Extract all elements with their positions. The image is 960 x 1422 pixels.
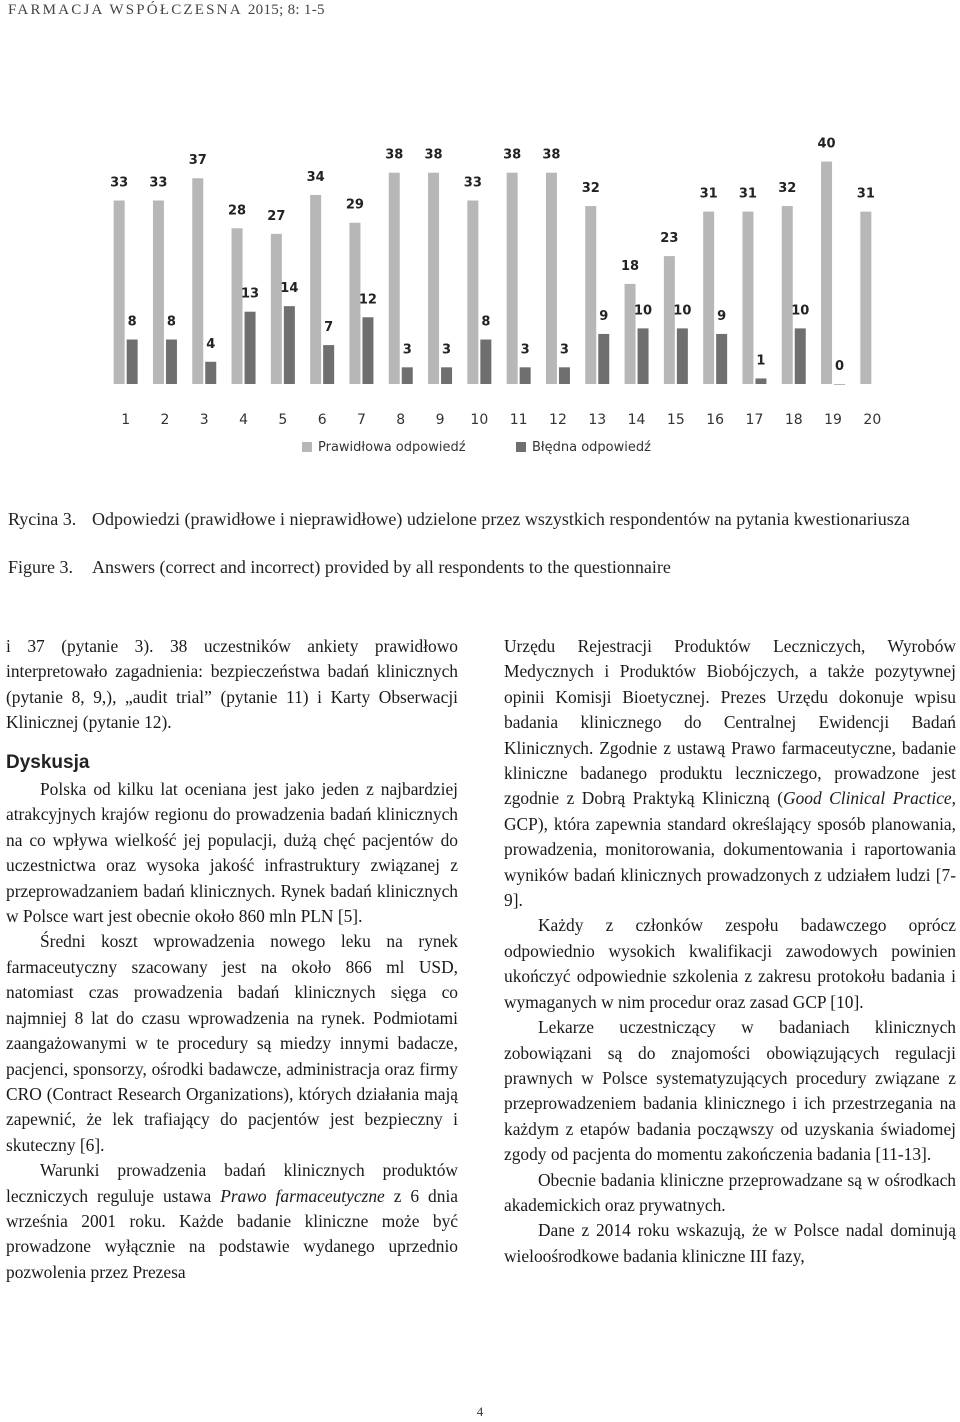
data-label-correct: 33 bbox=[110, 175, 129, 191]
bar-correct bbox=[389, 173, 400, 384]
legend-label-incorrect: Błędna odpowiedź bbox=[532, 440, 651, 455]
bar-incorrect bbox=[402, 367, 413, 384]
data-label-incorrect: 1 bbox=[756, 353, 766, 369]
data-label-incorrect: 10 bbox=[791, 303, 810, 319]
bar-incorrect bbox=[795, 328, 806, 384]
emphasis-gcp: Good Clinical Practice bbox=[783, 788, 952, 809]
running-head bbox=[8, 2, 325, 19]
data-label-incorrect: 3 bbox=[442, 342, 452, 358]
emphasis-law-title: Prawo farmaceutyczne bbox=[220, 1185, 385, 1206]
bar-incorrect bbox=[638, 328, 649, 384]
x-tick-label: 12 bbox=[549, 412, 567, 428]
right-paragraph-4: Obecnie badania kliniczne przeprowadzane są w ośrodkach akademickich oraz prywatnych. bbox=[504, 1169, 956, 1215]
bar-incorrect bbox=[520, 367, 531, 384]
data-label-correct: 38 bbox=[503, 147, 522, 163]
x-tick-label: 17 bbox=[745, 412, 764, 428]
bar-correct bbox=[860, 212, 871, 384]
data-label-correct: 29 bbox=[345, 197, 364, 213]
bar-correct bbox=[428, 173, 439, 384]
page-number: 4 bbox=[476, 1404, 484, 1419]
bar-incorrect bbox=[834, 384, 845, 385]
bar-correct bbox=[703, 212, 714, 384]
bar-incorrect bbox=[755, 378, 766, 384]
x-tick-label: 14 bbox=[627, 412, 646, 428]
data-label-correct: 38 bbox=[424, 147, 443, 163]
bar-correct bbox=[664, 256, 675, 384]
bar-incorrect bbox=[205, 362, 216, 384]
caption-polish-label: Rycina 3. bbox=[8, 509, 77, 529]
x-tick-label: 10 bbox=[470, 412, 489, 428]
data-label-incorrect: 9 bbox=[717, 308, 727, 324]
data-label-correct: 32 bbox=[778, 181, 797, 197]
bar-correct bbox=[742, 212, 753, 384]
x-tick-label: 16 bbox=[706, 412, 725, 428]
data-label-correct: 18 bbox=[621, 258, 640, 274]
discussion-paragraph-2: Średni koszt wprowadzenia nowego leku na rynek farmaceutyczny szacowany jest na około 866 ml USD, natomiast czas prowadzenia badań klinicznych sięga co najmniej 8 lat do czasu wprowadzenia na rynek. Podmiotami zaangażowanymi w te procedury są miedzy innymi badacze, pacjenci, sponsorzy, ośrodki badawcze, administracja oraz firmy CRO (Contract Research Organizations), których działania mają zapewnić, że lek trafiający do pacjentów jest bezpieczny i skuteczny [6]. bbox=[6, 931, 458, 1155]
x-tick-label: 20 bbox=[863, 412, 882, 428]
right-column bbox=[504, 634, 956, 1269]
bar-correct bbox=[507, 173, 518, 384]
bar-correct bbox=[625, 284, 636, 384]
data-label-incorrect: 8 bbox=[127, 314, 137, 330]
data-label-incorrect: 7 bbox=[324, 320, 334, 336]
data-label-incorrect: 8 bbox=[481, 314, 491, 330]
right-paragraph-3: Lekarze uczestniczący w badaniach klinicznych zobowiązani są do znajomości obowiązujących regulacji prawnych w Polsce systematyzujących procedury związane z przeprowadzeniem badania klinicznego i ich przestrzegania na każdym z etapów badania począwszy od uzyskania świadomej zgody od pacjenta do momentu zakończenia badania [11-13]. bbox=[504, 1017, 956, 1165]
bar-correct bbox=[310, 195, 321, 384]
data-label-correct: 27 bbox=[267, 208, 286, 224]
data-label-correct: 38 bbox=[542, 147, 561, 163]
text-run: , GCP), która zapewnia standard określający sposób planowania, prowadzenia, monitorowania, dokumentowania i raportowania wyników badań klinicznych prowadzonych z udziałem ludzi [7-9]. bbox=[504, 788, 956, 911]
bar-chart bbox=[100, 86, 908, 478]
bar-incorrect bbox=[716, 334, 727, 384]
data-label-correct: 28 bbox=[228, 203, 247, 219]
data-label-correct: 32 bbox=[581, 181, 600, 197]
x-tick-label: 19 bbox=[824, 412, 842, 428]
bar-correct bbox=[467, 200, 478, 384]
bar-correct bbox=[585, 206, 596, 384]
x-tick-label: 5 bbox=[278, 412, 288, 428]
bar-correct bbox=[232, 228, 243, 384]
bar-incorrect bbox=[559, 367, 570, 384]
issue-info: 2015; 8: 1-5 bbox=[247, 2, 325, 18]
data-label-incorrect: 0 bbox=[835, 359, 845, 374]
data-label-correct: 33 bbox=[463, 175, 482, 191]
caption-english-text: Answers (correct and incorrect) provided by all respondents to the questionnaire bbox=[92, 557, 671, 577]
left-column bbox=[6, 634, 458, 1285]
text-run: Urzędu Rejestracji Produktów Leczniczych, Wyrobów Medycznych i Produktów Biobójczych, a także pozytywnej opinii Komisji Bioetycznej. Prezes Urzędu dokonuje wpisu badania klinicznego do Centralnej Ewidencji Badań Klinicznych. Zgodnie z ustawą Prawo farmaceutyczne, badanie kliniczne badanego produktu leczniczego, prowadzone jest zgodnie z Dobrą Praktyką Kliniczną ( bbox=[504, 636, 956, 809]
x-tick-label: 3 bbox=[199, 412, 209, 428]
data-label-incorrect: 12 bbox=[358, 292, 377, 308]
data-label-incorrect: 10 bbox=[634, 303, 653, 319]
bar-incorrect bbox=[362, 317, 373, 384]
bar-incorrect bbox=[677, 328, 688, 384]
data-label-incorrect: 13 bbox=[241, 286, 260, 302]
data-label-correct: 31 bbox=[856, 186, 875, 202]
caption-english-label: Figure 3. bbox=[8, 557, 73, 577]
caption-english bbox=[8, 556, 912, 578]
bar-incorrect bbox=[127, 340, 138, 384]
x-tick-label: 11 bbox=[509, 412, 528, 428]
x-tick-label: 6 bbox=[317, 412, 327, 428]
caption-polish bbox=[8, 508, 912, 530]
bar-incorrect bbox=[284, 306, 295, 384]
legend-label-correct: Prawidłowa odpowiedź bbox=[318, 440, 466, 455]
x-tick-label: 2 bbox=[160, 412, 170, 428]
bar-correct bbox=[192, 178, 203, 384]
data-label-correct: 33 bbox=[149, 175, 168, 191]
bar-correct bbox=[114, 200, 125, 384]
legend-swatch-correct bbox=[302, 442, 312, 452]
bar-incorrect bbox=[598, 334, 609, 384]
data-label-correct: 23 bbox=[660, 231, 679, 247]
bar-correct bbox=[782, 206, 793, 384]
discussion-paragraph-1: Polska od kilku lat oceniana jest jako jeden z najbardziej atrakcyjnych krajów regionu do prowadzenia badań klinicznych na co wpływa wielkość jej populacji, dużą chęć pacjentów do uczestnictwa oraz wysoka jakość infrastruktury związanej z przeprowadzaniem badań klinicznych. Rynek badań klinicznych w Polsce wart jest obecnie około 860 mln PLN [5]. bbox=[6, 779, 458, 927]
x-tick-label: 13 bbox=[588, 412, 607, 428]
legend-swatch-incorrect bbox=[516, 442, 526, 452]
right-paragraph-5: Dane z 2014 roku wskazują, że w Polsce nadal dominują wieloośrodkowe badania kliniczne III fazy, bbox=[504, 1220, 956, 1266]
bar-incorrect bbox=[323, 345, 334, 384]
section-heading-discussion: Dyskusja bbox=[6, 751, 90, 773]
bar-incorrect bbox=[441, 367, 452, 384]
data-label-correct: 31 bbox=[738, 186, 757, 202]
text-run: Warunki prowadzenia badań klinicznych produktów leczniczych reguluje ustawa bbox=[6, 1160, 458, 1206]
x-tick-label: 7 bbox=[356, 412, 366, 428]
bar-incorrect bbox=[480, 340, 491, 384]
data-label-incorrect: 8 bbox=[166, 314, 176, 330]
data-label-correct: 37 bbox=[188, 153, 207, 169]
x-tick-label: 4 bbox=[239, 412, 249, 428]
data-label-incorrect: 3 bbox=[520, 342, 530, 358]
bar-correct bbox=[821, 162, 832, 384]
bar-correct bbox=[271, 234, 282, 384]
bar-correct bbox=[153, 200, 164, 384]
data-label-incorrect: 3 bbox=[402, 342, 412, 358]
data-label-incorrect: 10 bbox=[673, 303, 692, 319]
data-label-correct: 40 bbox=[817, 136, 836, 152]
bar-correct bbox=[546, 173, 557, 384]
data-label-incorrect: 4 bbox=[206, 336, 216, 352]
bar-incorrect bbox=[245, 312, 256, 384]
x-tick-label: 15 bbox=[666, 412, 685, 428]
data-label-incorrect: 9 bbox=[599, 308, 609, 324]
right-paragraph-1 bbox=[504, 634, 956, 913]
x-tick-label: 18 bbox=[784, 412, 803, 428]
x-tick-label: 8 bbox=[396, 412, 406, 428]
data-label-incorrect: 14 bbox=[280, 281, 299, 297]
data-label-correct: 34 bbox=[306, 169, 325, 185]
journal-name: FARMACJA WSPÓŁCZESNA bbox=[8, 2, 242, 18]
data-label-correct: 38 bbox=[385, 147, 404, 163]
chart-svg bbox=[100, 86, 908, 478]
bar-incorrect bbox=[166, 340, 177, 384]
data-label-incorrect: 3 bbox=[559, 342, 569, 358]
text-run: z 6 dnia września 2001 roku. Każde badanie kliniczne może być prowadzone wyłącznie na podstawie wydanego uprzednio pozwolenia przez Prezesa bbox=[6, 1185, 458, 1282]
results-paragraph: i 37 (pytanie 3). 38 uczestników ankiety prawidłowo interpretowało zagadnienia: bezpieczeństwa badań klinicznych (pytanie 8, 9,), „audit trial” (pytanie 11) i Karty Obserwacji Klinicznej (pytanie 12). bbox=[6, 636, 458, 733]
x-tick-label: 9 bbox=[435, 412, 445, 428]
discussion-paragraph-3 bbox=[6, 1158, 458, 1285]
data-label-correct: 31 bbox=[699, 186, 718, 202]
right-paragraph-2: Każdy z członków zespołu badawczego oprócz odpowiednio wysokich kwalifikacji zawodowych powinien ukończyć odpowiednie szkolenia z zakresu protokołu badania i wymaganych w nim procedur oraz zasad GCP [10]. bbox=[504, 915, 956, 1012]
x-tick-label: 1 bbox=[121, 412, 131, 428]
caption-polish-text: Odpowiedzi (prawidłowe i nieprawidłowe) udzielone przez wszystkich respondentów na pytania kwestionariusza bbox=[92, 509, 910, 529]
